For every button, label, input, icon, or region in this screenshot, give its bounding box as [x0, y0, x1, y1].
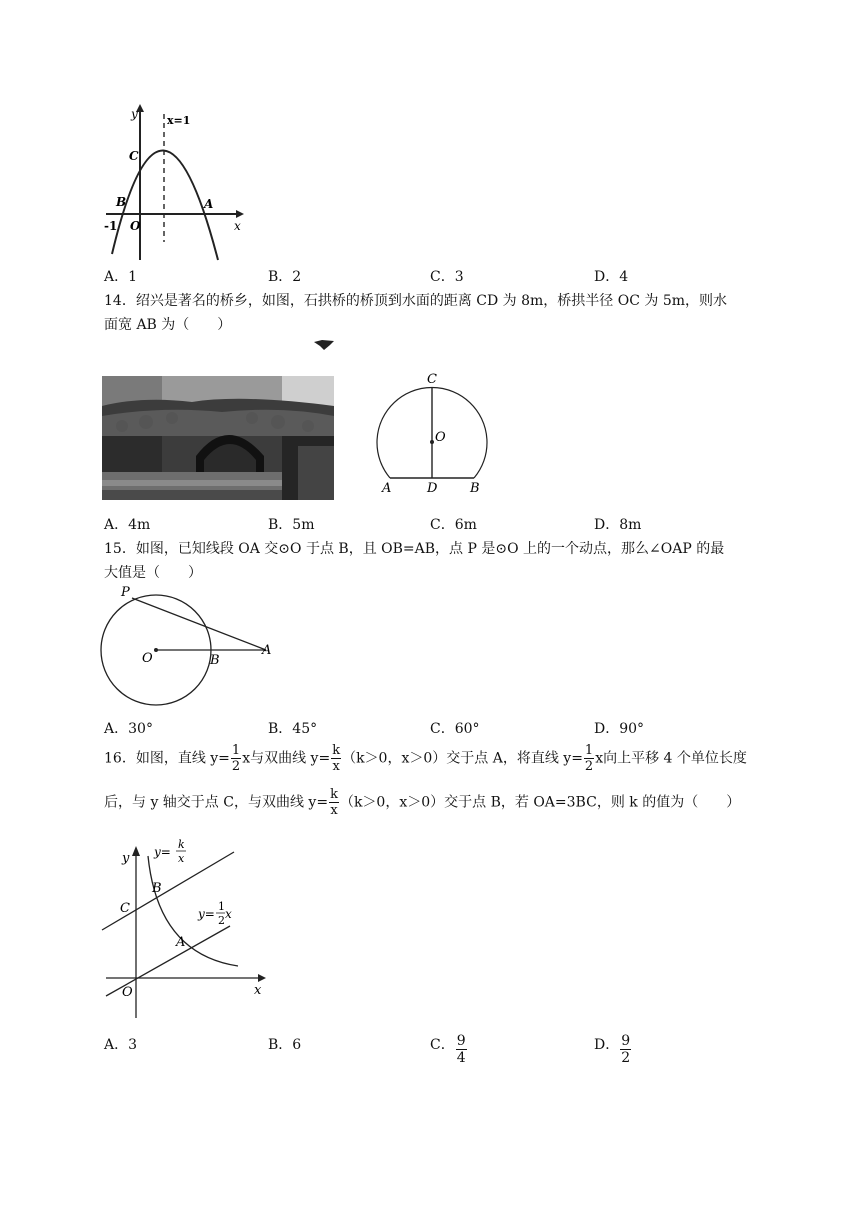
q16-label-C: C [120, 901, 130, 916]
q13-option-c: C．3 [430, 269, 464, 285]
q16-label-x: x [254, 983, 262, 998]
q16-option-a: A．3 [104, 1037, 138, 1053]
q14-label-B: B [470, 481, 480, 494]
q13-parabola [112, 150, 218, 260]
q14-label-D: D [427, 481, 438, 494]
q14-ink-mark [312, 338, 336, 352]
q16-graph [100, 834, 270, 1024]
q15-label-O: O [142, 651, 153, 666]
q13-option-b: B．2 [268, 269, 302, 285]
q13-label-y: y [131, 107, 138, 121]
q16-option-c: C． $\frac{9}{4}$ [430, 1033, 466, 1066]
q16-line-label-prefix: y= [198, 907, 215, 921]
q16-frac-kx-2: $\frac{k}{x}$ [330, 787, 338, 818]
q15-text-line1: 15．如图，已知线段 OA 交⊙O 于点 B，且 OB=AB，点 P 是⊙O 上的一个动点，那么∠OAP 的最 [104, 541, 725, 557]
q16-label-O: O [122, 985, 133, 1000]
q16-text-line1: 16．如图，直线 y= $\frac{1}{2}$ x与双曲线 y= $\frac{k}{x}$ （k＞0，x＞0）交于点 A，将直线 y= $\frac{1}{2}$ x向上平移 4 个单位长度 [104, 743, 747, 774]
q16-hyp-label-prefix: y= [154, 845, 171, 859]
q15-circle-figure [96, 582, 286, 708]
q15-option-a: A．30° [104, 721, 153, 737]
q14-text-line1: 14．绍兴是著名的桥乡，如图，石拱桥的桥顶到水面的距离 CD 为 8m，桥拱半径 OC 为 5m，则水 [104, 293, 728, 309]
q14-option-a: A．4m [104, 517, 151, 533]
q16-hyp-label-den: x [178, 852, 185, 865]
q16-frac-half-1: $\frac{1}{2}$ [231, 743, 241, 774]
q13-label-neg1: -1 [104, 219, 118, 233]
q14-option-c: C．6m [430, 517, 477, 533]
q13-parabola-graph [100, 104, 250, 262]
q14-arch-figure [372, 368, 498, 494]
q15-option-c: C．60° [430, 721, 480, 737]
q16-option-d: D． $\frac{9}{2}$ [594, 1033, 631, 1066]
q13-option-a: A．1 [104, 269, 138, 285]
q13-label-O: O [130, 219, 141, 233]
q15-label-P: P [121, 585, 130, 600]
q16-option-d-frac: $\frac{9}{2}$ [621, 1033, 631, 1066]
q13-label-A: A [204, 197, 214, 211]
q14-label-A: A [382, 481, 392, 494]
q16-label-A: A [176, 935, 186, 950]
q15-label-A: A [262, 643, 272, 658]
q16-label-y: y [122, 851, 130, 866]
q13-option-d: D．4 [594, 269, 629, 285]
q16-hyp-label-num: k [178, 838, 185, 851]
q13-label-B: B [116, 195, 127, 209]
q16-text-line2: 后，与 y 轴交于点 C，与双曲线 y= $\frac{k}{x}$ （k＞0，x＞0）交于点 B，若 OA=3BC，则 k 的值为（ ） [104, 787, 741, 818]
q16-frac-kx-1: $\frac{k}{x}$ [332, 743, 341, 774]
q16-line-label-suffix: x [225, 907, 232, 921]
q15-text-line2: 大值是（ ） [104, 565, 202, 581]
q16-line-label-den: 2 [218, 914, 225, 927]
q15-label-B: B [210, 653, 220, 668]
q14-label-O: O [435, 430, 446, 445]
q16-label-B: B [152, 881, 162, 896]
q15-center-point [154, 648, 158, 652]
q14-bridge-photo [102, 376, 334, 500]
q15-option-d: D．90° [594, 721, 645, 737]
q13-label-C: C [129, 149, 139, 163]
q14-label-C: C [427, 372, 437, 387]
q14-option-d: D．8m [594, 517, 642, 533]
q15-segment-pa [132, 598, 266, 650]
q14-center-point [430, 440, 434, 444]
q16-frac-half-2: $\frac{1}{2}$ [584, 743, 594, 774]
q13-label-x: x [234, 219, 241, 233]
q16-line-label-num: 1 [218, 900, 225, 913]
q14-option-b: B．5m [268, 517, 315, 533]
q16-option-c-frac: $\frac{9}{4}$ [456, 1033, 466, 1066]
q15-option-b: B．45° [268, 721, 318, 737]
q16-option-b: B．6 [268, 1037, 302, 1053]
q14-text-line2: 面宽 AB 为（ ） [104, 317, 232, 333]
q13-label-axis: x=1 [167, 114, 191, 127]
